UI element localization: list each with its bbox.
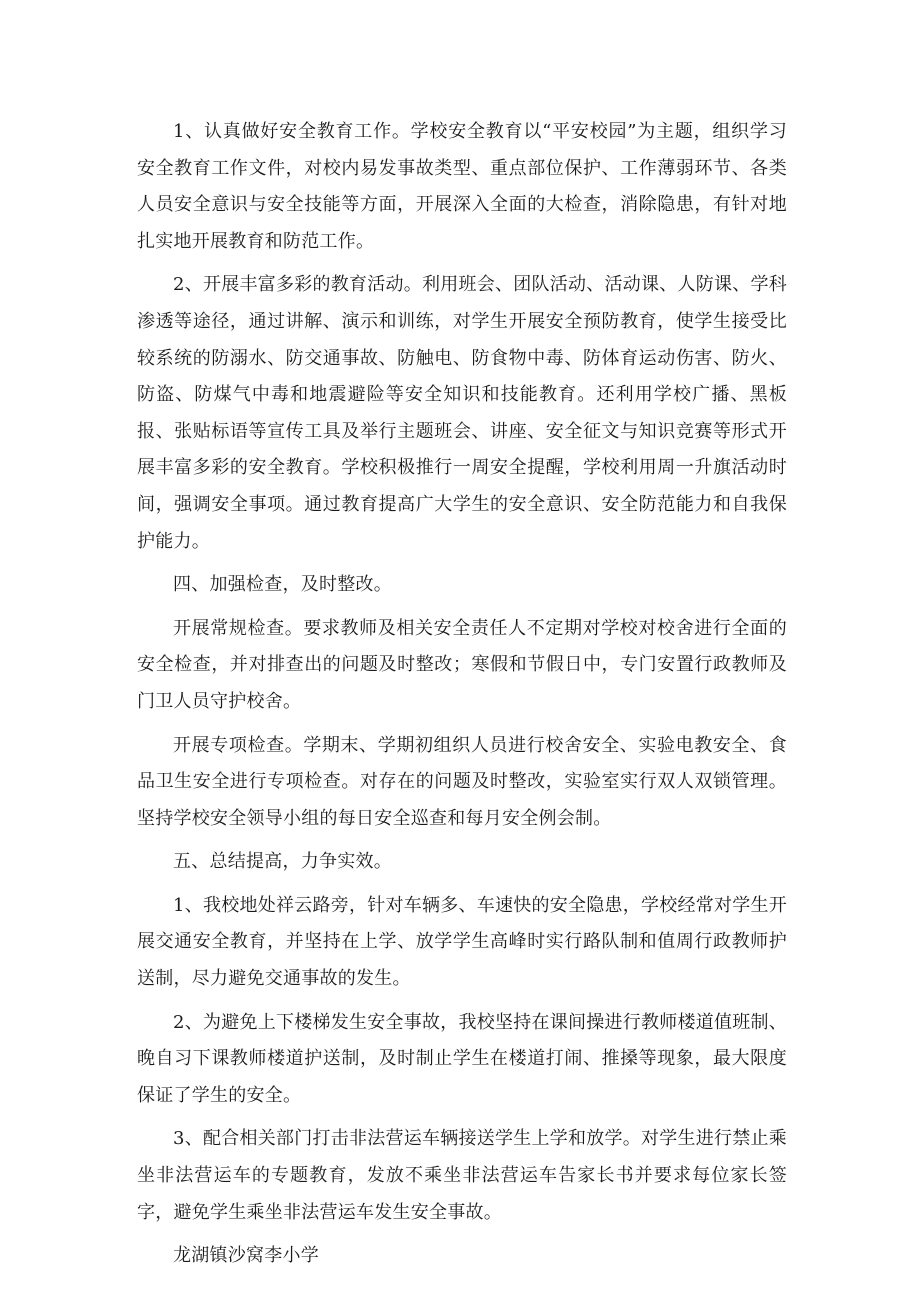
school-signature: 龙湖镇沙窝李小学 bbox=[173, 1245, 319, 1267]
paragraph-routine-inspection: 开展常规检查。要求教师及相关安全责任人不定期对学校对校舍进行全面的安全检查，并对排查出的问题及时整改；寒假和节假日中，专门安置行政教师及门卫人员守护校舍。 bbox=[137, 617, 787, 712]
paragraph-stairway-safety: 2、为避免上下楼梯发生安全事故，我校坚持在课间操进行教师楼道值班制、晚自习下课教师楼道护送制，及时制止学生在楼道打闹、推搡等现象，最大限度保证了学生的安全。 bbox=[137, 1011, 787, 1106]
section-heading-inspection: 四、加强检查，及时整改。 bbox=[173, 574, 392, 596]
paragraph-illegal-vehicles: 3、配合相关部门打击非法营运车辆接送学生上学和放学。对学生进行禁止乘坐非法营运车的专题教育，发放不乘坐非法营运车告家长书并要求每位家长签字，避免学生乘坐非法营运车发生安全事故。 bbox=[137, 1128, 787, 1223]
paragraph-education-activities: 2、开展丰富多彩的教育活动。利用班会、团队活动、活动课、人防课、学科渗透等途径，通过讲解、演示和训练，对学生开展安全预防教育，使学生接受比较系统的防溺水、防交通事故、防触电、防食物中毒、防体育运动伤害、防火、防盗、防煤气中毒和地震避险等安全知识和技能教育。还利用学校广播、黑板报、张贴标语等宣传工具及举行主题班会、讲座、安全征文与知识竞赛等形式开展丰富多彩的安全教育。学校积极推行一周安全提醒，学校利用周一升旗活动时间，强调安全事项。通过教育提高广大学生的安全意识、安全防范能力和自我保护能力。 bbox=[137, 274, 787, 552]
section-heading-summary: 五、总结提高，力争实效。 bbox=[173, 851, 392, 873]
paragraph-traffic-safety: 1、我校地处祥云路旁，针对车辆多、车速快的安全隐患，学校经常对学生开展交通安全教育，并坚持在上学、放学学生高峰时实行路队制和值周行政教师护送制，尽力避免交通事故的发生。 bbox=[137, 894, 787, 990]
paragraph-safety-education: 1、认真做好安全教育工作。学校安全教育以“平安校园”为主题，组织学习安全教育工作文件，对校内易发事故类型、重点部位保护、工作薄弱环节、各类人员安全意识与安全技能等方面，开展深入全面的大检查，消除隐患，有针对地扎实地开展教育和防范工作。 bbox=[137, 121, 787, 252]
document-page bbox=[137, 114, 787, 1275]
paragraph-special-inspection: 开展专项检查。学期末、学期初组织人员进行校舍安全、实验电教安全、食品卫生安全进行专项检查。对存在的问题及时整改，实验室实行双人双锁管理。坚持学校安全领导小组的每日安全巡查和每月安全例会制。 bbox=[137, 734, 787, 829]
